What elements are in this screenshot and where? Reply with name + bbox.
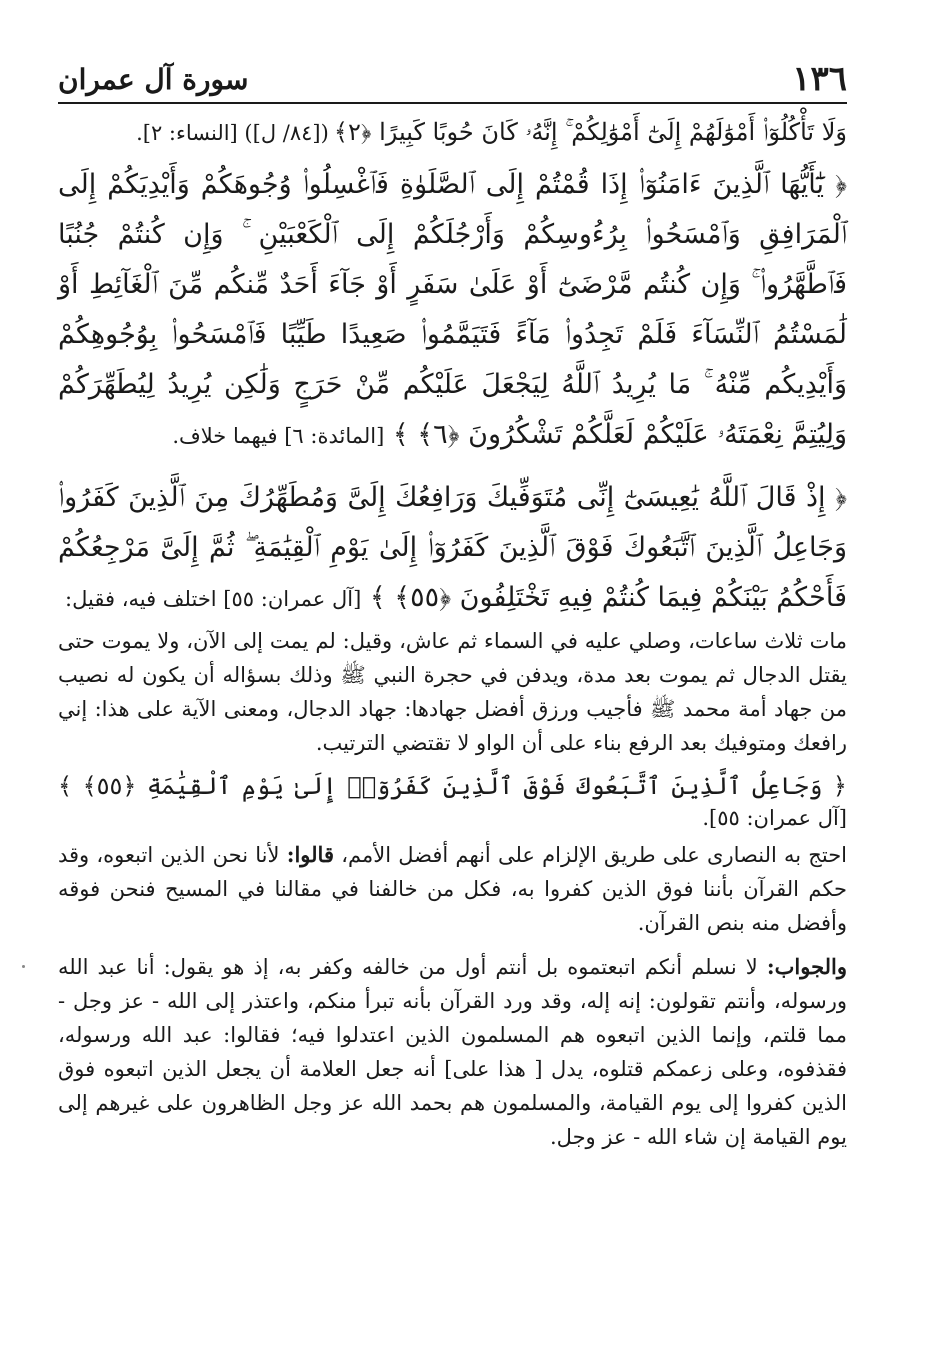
verse-reference-al-imran-55: [آل عمران: ٥٥] اختلف فيه، فقيل: <box>65 587 362 611</box>
quran-verse-al-imran-55: ﴿ إِذْ قَالَ ٱللَّهُ يَٰعِيسَىٰٓ إِنِّى مُتَوَفِّيكَ وَرَافِعُكَ إِلَىَّ وَمُطَهِّرُكَ مِنَ ٱلَّذِينَ كَفَرُوا۟ وَجَاعِلُ ٱلَّذِينَ ٱتَّبَعُوكَ فَوْقَ ٱلَّذِينَ كَفَرُوٓا۟ إِلَىٰ يَوْمِ ٱلْقِيَٰمَةِ ۖ ثُمَّ إِلَىَّ مَرْجِعُكُمْ فَأَحْكُمُ بَيْنَكُمْ فِيمَا كُنتُمْ فِيهِ تَخْتَلِفُونَ ﴿٥٥﴾ ﴾ <box>58 482 847 613</box>
page-number: ١٣٦ <box>792 59 847 99</box>
page-header <box>58 52 847 104</box>
paragraph-nisa <box>58 112 847 152</box>
argument-text-end: لأنا نحن الذين اتبعوه، وقد حكم القرآن بأننا فوق الذين كفروا به، فكل من خالفنا في مقالنا في المسيح فنحن فوقه وأفضل منه بنص القرآن. <box>58 843 847 935</box>
answer-label: والجواب: <box>766 954 847 979</box>
commentary-al-imran-55: مات ثلاث ساعات، وصلي عليه في السماء ثم عاش، وقيل: لم يمت إلى الآن، ولا يموت حتى يقتل الدجال ثم يموت بعد مدة، ويدفن في حجرة النبي ﷺ وذلك بسؤاله أن يكون له نصيب من جهاد أمة محمد ﷺ فأجيب ورزق أفضل جهادها: جهاد الدجال، ومعنى الآية على هذا: إني رافعك ومتوفيك بعد الرفع بناء على أن الواو لا تقتضي الترتيب. <box>58 629 847 755</box>
verse-reference-excerpt: [آل عمران: ٥٥]. <box>702 806 847 830</box>
argument-label: قالوا: <box>286 842 334 867</box>
answer-text: لا نسلم أنكم اتبعتموه بل أنتم أول من خالفه وكفر به، إذ هو يقول: أنا عبد الله ورسوله، وأنتم تقولون: إنه إله، وقد ورد القرآن بأنه تبرأ منكم، واعتذر إلى الله - عز وجل - مما قلتم، وإنما الذين اتبعوه هم المسلمون الذين اعتدلوا فيه؛ فقالوا: عبد الله ورسوله، فقذفوه، وعلى زعمكم قتلوه، يدل [ هذا على] أنه جعل العلامة أن يجعل الذين اتبعوه فوق الذين كفروا إلى يوم القيامة، والمسلمون هم بحمد الله عز وجل الظاهرون على غيرهم إلى يوم القيامة إن شاء الله - عز وجل. <box>58 955 847 1149</box>
surah-title: سورة آل عمران <box>58 63 249 96</box>
quran-verse-nisa: وَلَا تَأْكُلُوٓا۟ أَمْوَٰلَهُمْ إِلَىٰٓ أَمْوَٰلِكُمْ ۚ إِنَّهُۥ كَانَ حُوبًا كَبِيرًا ﴿٢﴾ <box>333 118 847 146</box>
paragraph-christian-argument <box>58 838 847 940</box>
verse-reference-nisa: ([٨٤/ ل]) [النساء: ٢]. <box>136 121 329 145</box>
paragraph-al-imran-55 <box>58 473 847 624</box>
verse-reference-maidah: [المائدة: ٦] فيهما خلاف. <box>172 424 385 448</box>
paragraph-maidah <box>58 160 847 461</box>
paragraph-al-imran-55-excerpt <box>58 766 847 830</box>
quran-verse-excerpt: ﴿ وَجَاعِلُ ٱلَّذِينَ ٱتَّبَعُوكَ فَوْقَ ٱلَّذِينَ كَفَرُوٓا۟ إِلَىٰ يَوْمِ ٱلْقِيَٰمَةِ ﴿٥٥﴾ ﴾ <box>58 772 847 800</box>
scan-speck <box>22 965 25 968</box>
argument-text-start: احتج به النصارى على طريق الإلزام على أنهم أفضل الأمم، <box>341 843 848 867</box>
page-body <box>58 112 847 1154</box>
paragraph-answer <box>58 950 847 1154</box>
quran-verse-maidah: ﴿ يَٰٓأَيُّهَا ٱلَّذِينَ ءَامَنُوٓا۟ إِذَا قُمْتُمْ إِلَى ٱلصَّلَوٰةِ فَٱغْسِلُوا۟ وُجُوهَكُمْ وَأَيْدِيَكُمْ إِلَى ٱلْمَرَافِقِ وَٱمْسَحُوا۟ بِرُءُوسِكُمْ وَأَرْجُلَكُمْ إِلَى ٱلْكَعْبَيْنِ ۚ وَإِن كُنتُمْ جُنُبًا فَٱطَّهَّرُوا۟ ۚ وَإِن كُنتُم مَّرْضَىٰٓ أَوْ عَلَىٰ سَفَرٍ أَوْ جَآءَ أَحَدٌ مِّنكُم مِّنَ ٱلْغَآئِطِ أَوْ لَٰمَسْتُمُ ٱلنِّسَآءَ فَلَمْ تَجِدُوا۟ مَآءً فَتَيَمَّمُوا۟ صَعِيدًا طَيِّبًا فَٱمْسَحُوا۟ بِوُجُوهِكُمْ وَأَيْدِيكُم مِّنْهُ ۚ مَا يُرِيدُ ٱللَّهُ لِيَجْعَلَ عَلَيْكُم مِّنْ حَرَجٍ وَلَٰكِن يُرِيدُ لِيُطَهِّرَكُمْ وَلِيُتِمَّ نِعْمَتَهُۥ عَلَيْكُمْ لَعَلَّكُمْ تَشْكُرُونَ ﴿٦﴾ ﴾ <box>58 169 847 450</box>
